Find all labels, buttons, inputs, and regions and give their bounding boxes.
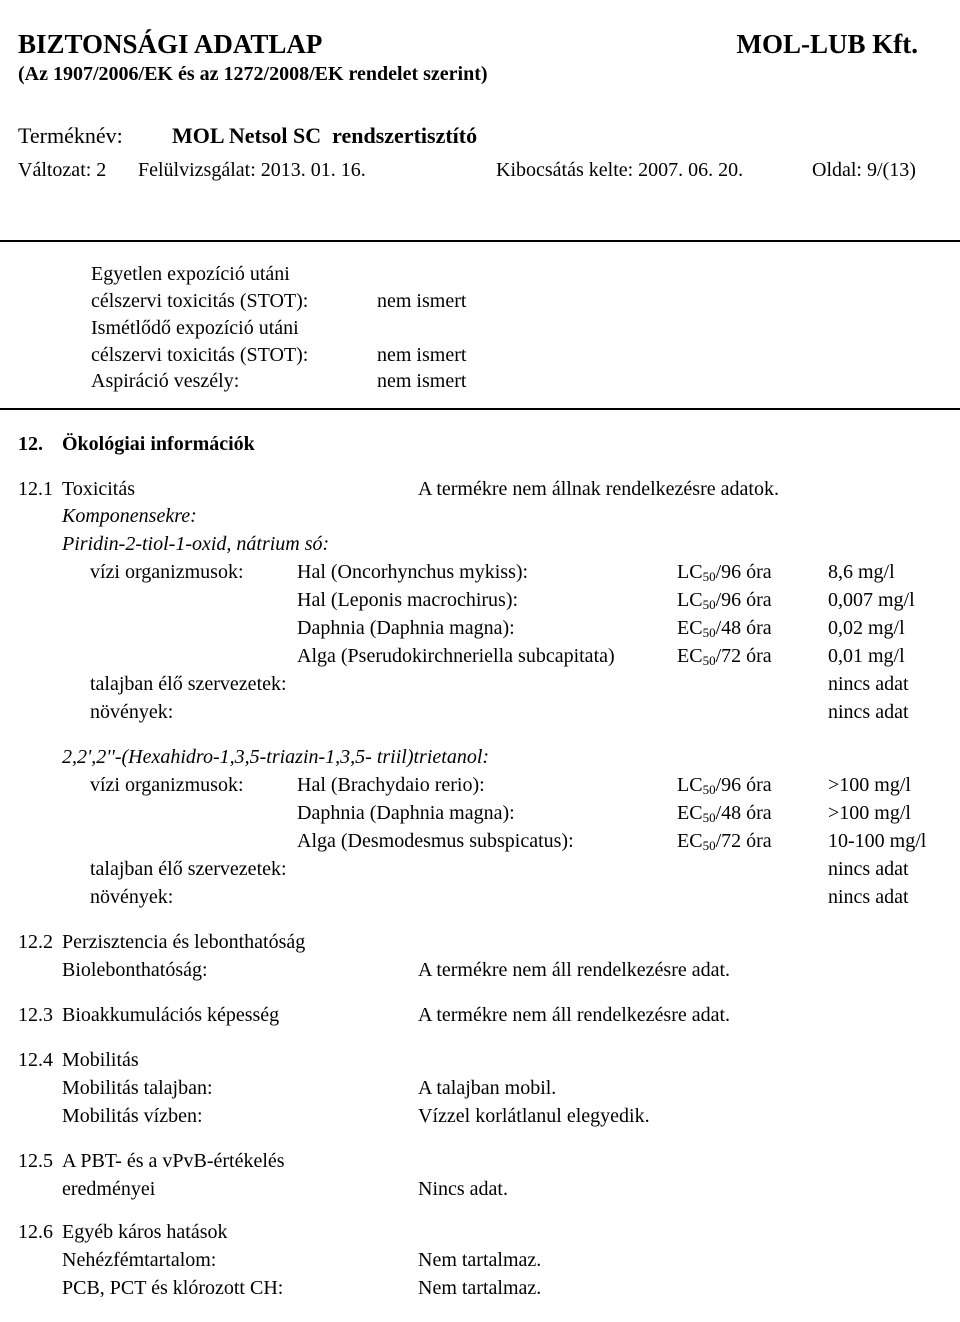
stot-single-label-2: célszervi toxicitás (STOT): bbox=[91, 290, 309, 312]
s5-value: Nincs adat. bbox=[418, 1178, 508, 1200]
section-number: 12. bbox=[18, 433, 43, 455]
c2-plants-label: növények: bbox=[90, 886, 174, 908]
s2-label: Biolebonthatóság: bbox=[62, 959, 208, 981]
c1-endpoint: $LC_{50}/96$ óra bbox=[677, 589, 772, 612]
s6-heavy-label: Nehézfémtartalom: bbox=[62, 1249, 217, 1271]
s6-number: 12.6 bbox=[18, 1221, 53, 1243]
c2-value: >100 mg/l bbox=[828, 802, 911, 824]
c2-organism: Daphnia (Daphnia magna): bbox=[297, 802, 515, 824]
stot-repeat-label-1: Ismétlődő expozíció utáni bbox=[91, 317, 299, 339]
s5-number: 12.5 bbox=[18, 1150, 53, 1172]
s5-title-line2: eredményei bbox=[62, 1178, 156, 1200]
s2-title: Perzisztencia és lebonthatóság bbox=[62, 931, 306, 953]
c1-soil-value: nincs adat bbox=[828, 673, 909, 695]
c1-endpoint: $EC_{50}/72$ óra bbox=[677, 645, 772, 668]
s2-value: A termékre nem áll rendelkezésre adat. bbox=[418, 959, 731, 981]
c1-endpoint: $EC_{50}/48$ óra bbox=[677, 617, 772, 640]
s4-soil-value: A talajban mobil. bbox=[418, 1077, 557, 1099]
c1-organism: Alga (Pserudokirchneriella subcapitata) bbox=[297, 645, 615, 667]
page-number: Oldal: 9/(13) bbox=[812, 159, 916, 181]
s6-pcb-value: Nem tartalmaz. bbox=[418, 1277, 542, 1299]
document-title: BIZTONSÁGI ADATLAP bbox=[18, 29, 323, 59]
s6-title: Egyéb káros hatások bbox=[62, 1221, 228, 1243]
section-divider bbox=[0, 408, 960, 410]
s3-value: A termékre nem áll rendelkezésre adat. bbox=[418, 1004, 731, 1026]
c1-group-aquatic: vízi organizmusok: bbox=[90, 561, 244, 583]
c2-soil-value: nincs adat bbox=[828, 858, 909, 880]
review-date: Felülvizsgálat: 2013. 01. 16. bbox=[138, 159, 366, 181]
aspiration-label: Aspiráció veszély: bbox=[91, 370, 240, 392]
s6-heavy-value: Nem tartalmaz. bbox=[418, 1249, 542, 1271]
header-divider bbox=[0, 240, 960, 242]
stot-repeat-label-2: célszervi toxicitás (STOT): bbox=[91, 344, 309, 366]
stot-single-label-1: Egyetlen expozíció utáni bbox=[91, 263, 290, 285]
s4-title: Mobilitás bbox=[62, 1049, 139, 1071]
c2-organism: Alga (Desmodesmus subspicatus): bbox=[297, 830, 574, 852]
c2-value: >100 mg/l bbox=[828, 774, 911, 796]
product-name: MOL Netsol SC rendszertisztító bbox=[172, 123, 478, 148]
s4-water-value: Vízzel korlátlanul elegyedik. bbox=[418, 1105, 650, 1127]
s5-title-line1: A PBT- és a vPvB-értékelés bbox=[62, 1150, 285, 1172]
s1-value: A termékre nem állnak rendelkezésre adatok. bbox=[418, 478, 779, 500]
c1-organism: Daphnia (Daphnia magna): bbox=[297, 617, 515, 639]
c1-organism: Hal (Leponis macrochirus): bbox=[297, 589, 519, 611]
product-label: Terméknév: bbox=[18, 123, 123, 148]
c1-organism: Hal (Oncorhynchus mykiss): bbox=[297, 561, 529, 583]
s4-number: 12.4 bbox=[18, 1049, 53, 1071]
c2-plants-value: nincs adat bbox=[828, 886, 909, 908]
regulation-subtitle: (Az 1907/2006/EK és az 1272/2008/EK rendelet szerint) bbox=[18, 63, 488, 85]
components-label: Komponensekre: bbox=[62, 505, 197, 527]
issue-date: Kibocsátás kelte: 2007. 06. 20. bbox=[496, 159, 744, 181]
c2-endpoint: $EC_{50}/48$ óra bbox=[677, 802, 772, 825]
aspiration-value: nem ismert bbox=[377, 370, 467, 392]
c2-endpoint: $EC_{50}/72$ óra bbox=[677, 830, 772, 853]
stot-single-value: nem ismert bbox=[377, 290, 467, 312]
s4-water-label: Mobilitás vízben: bbox=[62, 1105, 203, 1127]
component-1-name: Piridin-2-tiol-1-oxid, nátrium só: bbox=[62, 533, 330, 555]
c1-value: 8,6 mg/l bbox=[828, 561, 895, 583]
c1-value: 0,01 mg/l bbox=[828, 645, 905, 667]
s2-number: 12.2 bbox=[18, 931, 53, 953]
component-2-name: 2,2',2''-(Hexahidro-1,3,5-triazin-1,3,5- triil)trietanol: bbox=[62, 746, 490, 768]
section-title: Ökológiai információk bbox=[62, 433, 255, 455]
company-name: MOL-LUB Kft. bbox=[736, 29, 918, 59]
c2-value: 10-100 mg/l bbox=[828, 830, 927, 852]
c2-organism: Hal (Brachydaio rerio): bbox=[297, 774, 485, 796]
s3-number: 12.3 bbox=[18, 1004, 53, 1026]
c2-soil-label: talajban élő szervezetek: bbox=[90, 858, 287, 880]
c1-value: 0,02 mg/l bbox=[828, 617, 905, 639]
s1-title: Toxicitás bbox=[62, 478, 136, 500]
s6-pcb-label: PCB, PCT és klórozott CH: bbox=[62, 1277, 284, 1299]
c1-plants-label: növények: bbox=[90, 701, 174, 723]
stot-repeat-value: nem ismert bbox=[377, 344, 467, 366]
c1-soil-label: talajban élő szervezetek: bbox=[90, 673, 287, 695]
s3-title: Bioakkumulációs képesség bbox=[62, 1004, 280, 1026]
s4-soil-label: Mobilitás talajban: bbox=[62, 1077, 213, 1099]
c1-value: 0,007 mg/l bbox=[828, 589, 915, 611]
c1-endpoint: $LC_{50}/96$ óra bbox=[677, 561, 772, 584]
s1-number: 12.1 bbox=[18, 478, 53, 500]
c2-group-aquatic: vízi organizmusok: bbox=[90, 774, 244, 796]
c2-endpoint: $LC_{50}/96$ óra bbox=[677, 774, 772, 797]
c1-plants-value: nincs adat bbox=[828, 701, 909, 723]
version: Változat: 2 bbox=[18, 159, 107, 181]
